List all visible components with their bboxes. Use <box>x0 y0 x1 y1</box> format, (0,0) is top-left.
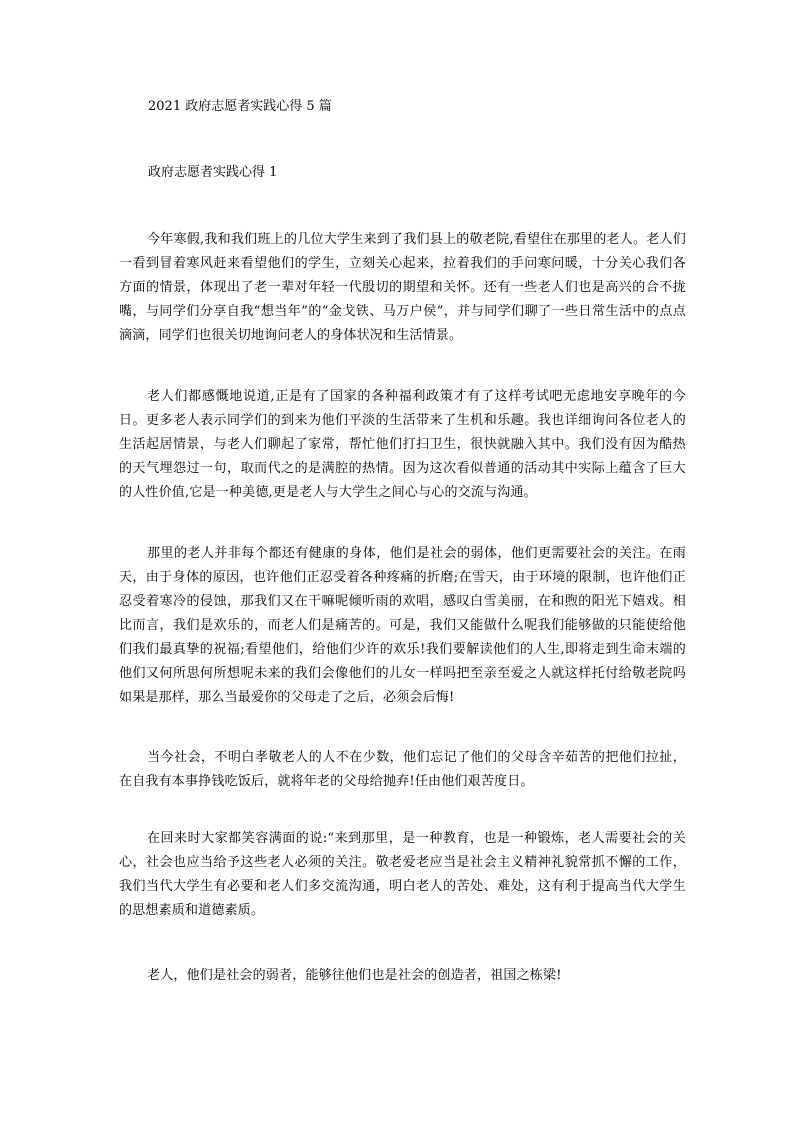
paragraph: 那里的老人并非每个都还有健康的身体，他们是社会的弱体，他们更需要社会的关注。在雨天，由于身体的原因，也许他们正忍受着各种疼痛的折磨;在雪天，由于环境的限制，也许他们正忍受着寒冷的侵蚀，那我们又在干嘛呢倾听雨的欢唱，感叹白雪美丽，在和煦的阳光下嬉戏。相比而言，我们是欢乐的，而老人们是痛苦的。可是，我们又能做什么呢我们能够做的只能使给他们我们最真挚的祝福;看望他们，给他们少许的欢乐!我们要解读他们的人生,即将走到生命末端的他们又何所思何所想呢未来的我们会像他们的儿女一样吗把至亲至爱之人就这样托付给敬老院吗如果是那样，那么当最爱你的父母走了之后，必须会后悔! <box>119 546 686 705</box>
paragraph: 当今社会，不明白孝敬老人的人不在少数，他们忘记了他们的父母含辛茹苦的把他们拉扯，在自我有本事挣钱吃饭后，就将年老的父母给抛弃!任由他们艰苦度日。 <box>119 750 686 789</box>
paragraph: 今年寒假,我和我们班上的几位大学生来到了我们县上的敬老院,看望住在那里的老人。老人们一看到冒着寒风赶来看望他们的学生，立刻关心起来，拉着我们的手问寒问暖，十分关心我们各方面的情景，体现出了老一辈对年轻一代殷切的期望和关怀。还有一些老人们也是高兴的合不拢嘴，与同学们分享自我“想当年”的“金戈铁、马万户侯”，并与同学们聊了一些日常生活中的点点滴滴，同学们也很关切地询问老人的身体状况和生活情景。 <box>119 232 686 343</box>
paragraph: 在回来时大家都笑容满面的说:“来到那里，是一种教育，也是一种锻炼，老人需要社会的关心，社会也应当给予这些老人必须的关注。敬老爱老应当是社会主义精神礼貌常抓不懈的工作，我们当代大学生有必要和老人们多交流沟通，明白老人的苦处、难处，这有利于提高当代大学生的思想素质和道德素质。 <box>119 831 686 918</box>
paragraph: 老人们都感慨地说道,正是有了国家的各种福利政策才有了这样考试吧无虑地安享晚年的今日。更多老人表示同学们的到来为他们平淡的生活带来了生机和乐趣。我也详细询问各位老人的生活起居情景，与老人们聊起了家常，帮忙他们打扫卫生，很快就融入其中。我们没有因为酷热的天气埋怨过一句，取而代之的是满腔的热情。因为这次看似普通的活动其中实际上蕴含了巨大的人性价值,它是一种美德,更是老人与大学生之间心与心的交流与沟通。 <box>119 389 686 500</box>
document-title: 2021 政府志愿者实践心得 5 篇 <box>148 99 332 114</box>
section-title: 政府志愿者实践心得 1 <box>148 165 278 180</box>
paragraph: 老人，他们是社会的弱者，能够往他们也是社会的创造者，祖国之栋梁! <box>147 968 562 983</box>
